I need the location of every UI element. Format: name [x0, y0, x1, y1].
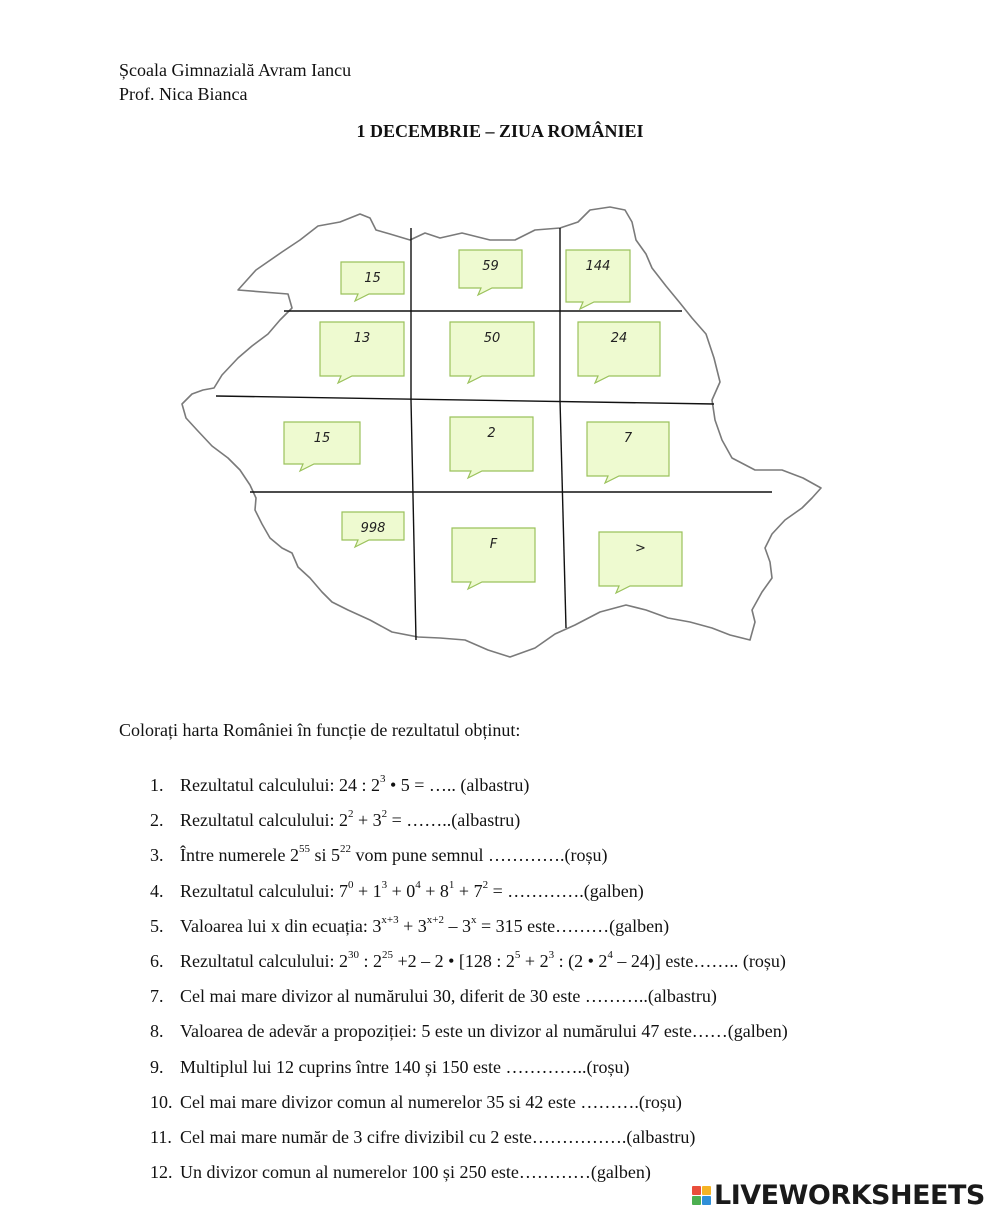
grid-line — [411, 400, 416, 640]
answer-callout[interactable] — [459, 250, 522, 295]
grid-line — [216, 396, 714, 404]
question-text: Cel mai mare număr de 3 cifre divizibil cu 2 este…………….(albastru) — [180, 1126, 696, 1147]
callout-value: 15 — [364, 271, 381, 286]
answer-callout[interactable] — [599, 532, 682, 593]
brand-tile — [692, 1186, 701, 1195]
answer-callout[interactable] — [578, 322, 660, 383]
question-number: 9. — [150, 1056, 164, 1077]
question-text: Valoarea lui x din ecuația: $3^{x+3} + 3^{x+2} - 3^x = 315$ este………(galben) — [180, 913, 670, 936]
school-name: Școala Gimnazială Avram Iancu — [119, 60, 352, 80]
answer-callout[interactable] — [450, 417, 533, 478]
question-number: 3. — [150, 845, 164, 866]
brand-tile — [702, 1196, 711, 1205]
liveworksheets-logo — [692, 1178, 985, 1212]
teacher-name: Prof. Nica Bianca — [119, 84, 248, 104]
brand-name: LIVEWORKSHEETS — [714, 1179, 985, 1211]
question-item — [150, 842, 788, 877]
question-number: 4. — [150, 880, 164, 901]
page-title: 1 DECEMBRIE – ZIUA ROMÂNIEI — [356, 121, 644, 141]
answer-callout[interactable] — [320, 322, 404, 383]
answer-callout[interactable] — [341, 262, 404, 301]
question-text: Un divizor comun al numerelor 100 și 250 este…………(galben) — [180, 1162, 651, 1183]
answer-callout[interactable] — [450, 322, 534, 383]
grid-line — [560, 400, 566, 628]
callout-value: 998 — [360, 521, 386, 536]
answer-callout[interactable] — [452, 528, 535, 589]
callout-value: 24 — [610, 331, 628, 346]
question-text: Cel mai mare divizor comun al numerelor 35 si 42 este ……….(roșu) — [180, 1091, 682, 1112]
question-text: Multiplul lui 12 cuprins între 140 și 150 este …………..(roșu) — [180, 1056, 630, 1077]
question-item — [150, 1089, 788, 1124]
question-text: Rezultatul calculului: $7^0 + 1^3 + 0^4 + 8^1 + 7^2$ = ………….(galben) — [180, 878, 644, 901]
question-number: 7. — [150, 986, 164, 1007]
question-text: Valoarea de adevăr a propoziției: 5 este un divizor al numărului 47 este……(galben) — [180, 1021, 788, 1042]
question-item — [150, 1124, 788, 1159]
question-item — [150, 913, 788, 948]
answer-callouts — [284, 250, 682, 593]
question-number: 2. — [150, 810, 164, 831]
question-text: Cel mai mare divizor al numărului 30, diferit de 30 este ………..(albastru) — [180, 986, 717, 1007]
answer-callout[interactable] — [284, 422, 360, 471]
question-number: 12. — [150, 1162, 173, 1183]
callout-value: F — [489, 537, 498, 552]
question-item — [150, 1018, 788, 1053]
question-item — [150, 1054, 788, 1089]
callout-value: 2 — [487, 426, 496, 441]
question-text: Rezultatul calculului: $2^{30}$ : $2^{25} +2 - 2$ • [128 : $2^5 + 2^3$ : (2 • $2^4 - 24$)] este…….. (roșu) — [180, 948, 786, 971]
question-text: Rezultatul calculului: $2^2 + 3^2$ = ……..(albastru) — [180, 808, 521, 831]
question-item — [150, 878, 788, 913]
question-number: 11. — [150, 1126, 172, 1147]
instruction-text: Colorați harta României în funcție de rezultatul obținut: — [119, 720, 521, 740]
question-number: 6. — [150, 950, 164, 971]
callout-value: 144 — [585, 259, 611, 274]
question-list — [150, 772, 788, 1194]
question-text: Între numerele $2^{55}$ si $5^{22}$ vom pune semnul ………….(roșu) — [180, 843, 608, 866]
question-item — [150, 772, 788, 807]
callout-value: > — [635, 541, 646, 556]
answer-callout[interactable] — [342, 512, 404, 547]
brand-tile — [702, 1186, 711, 1195]
callout-value: 50 — [483, 331, 501, 346]
brand-tile — [692, 1196, 701, 1205]
callout-value: 59 — [482, 259, 499, 274]
question-number: 10. — [150, 1091, 173, 1112]
callout-value: 13 — [353, 331, 371, 346]
answer-callout[interactable] — [587, 422, 669, 483]
question-item — [150, 807, 788, 842]
question-number: 8. — [150, 1021, 164, 1042]
question-item — [150, 983, 788, 1018]
question-text: Rezultatul calculului: 24 : $2^3$ • 5 = ….. (albastru) — [180, 773, 530, 795]
question-number: 5. — [150, 915, 164, 936]
question-number: 1. — [150, 775, 164, 795]
callout-shape — [284, 422, 360, 471]
callout-value: 7 — [623, 431, 633, 446]
question-item — [150, 948, 788, 983]
brand-tiles-icon — [692, 1186, 711, 1205]
answer-callout[interactable] — [566, 250, 630, 309]
callout-value: 15 — [313, 431, 331, 446]
